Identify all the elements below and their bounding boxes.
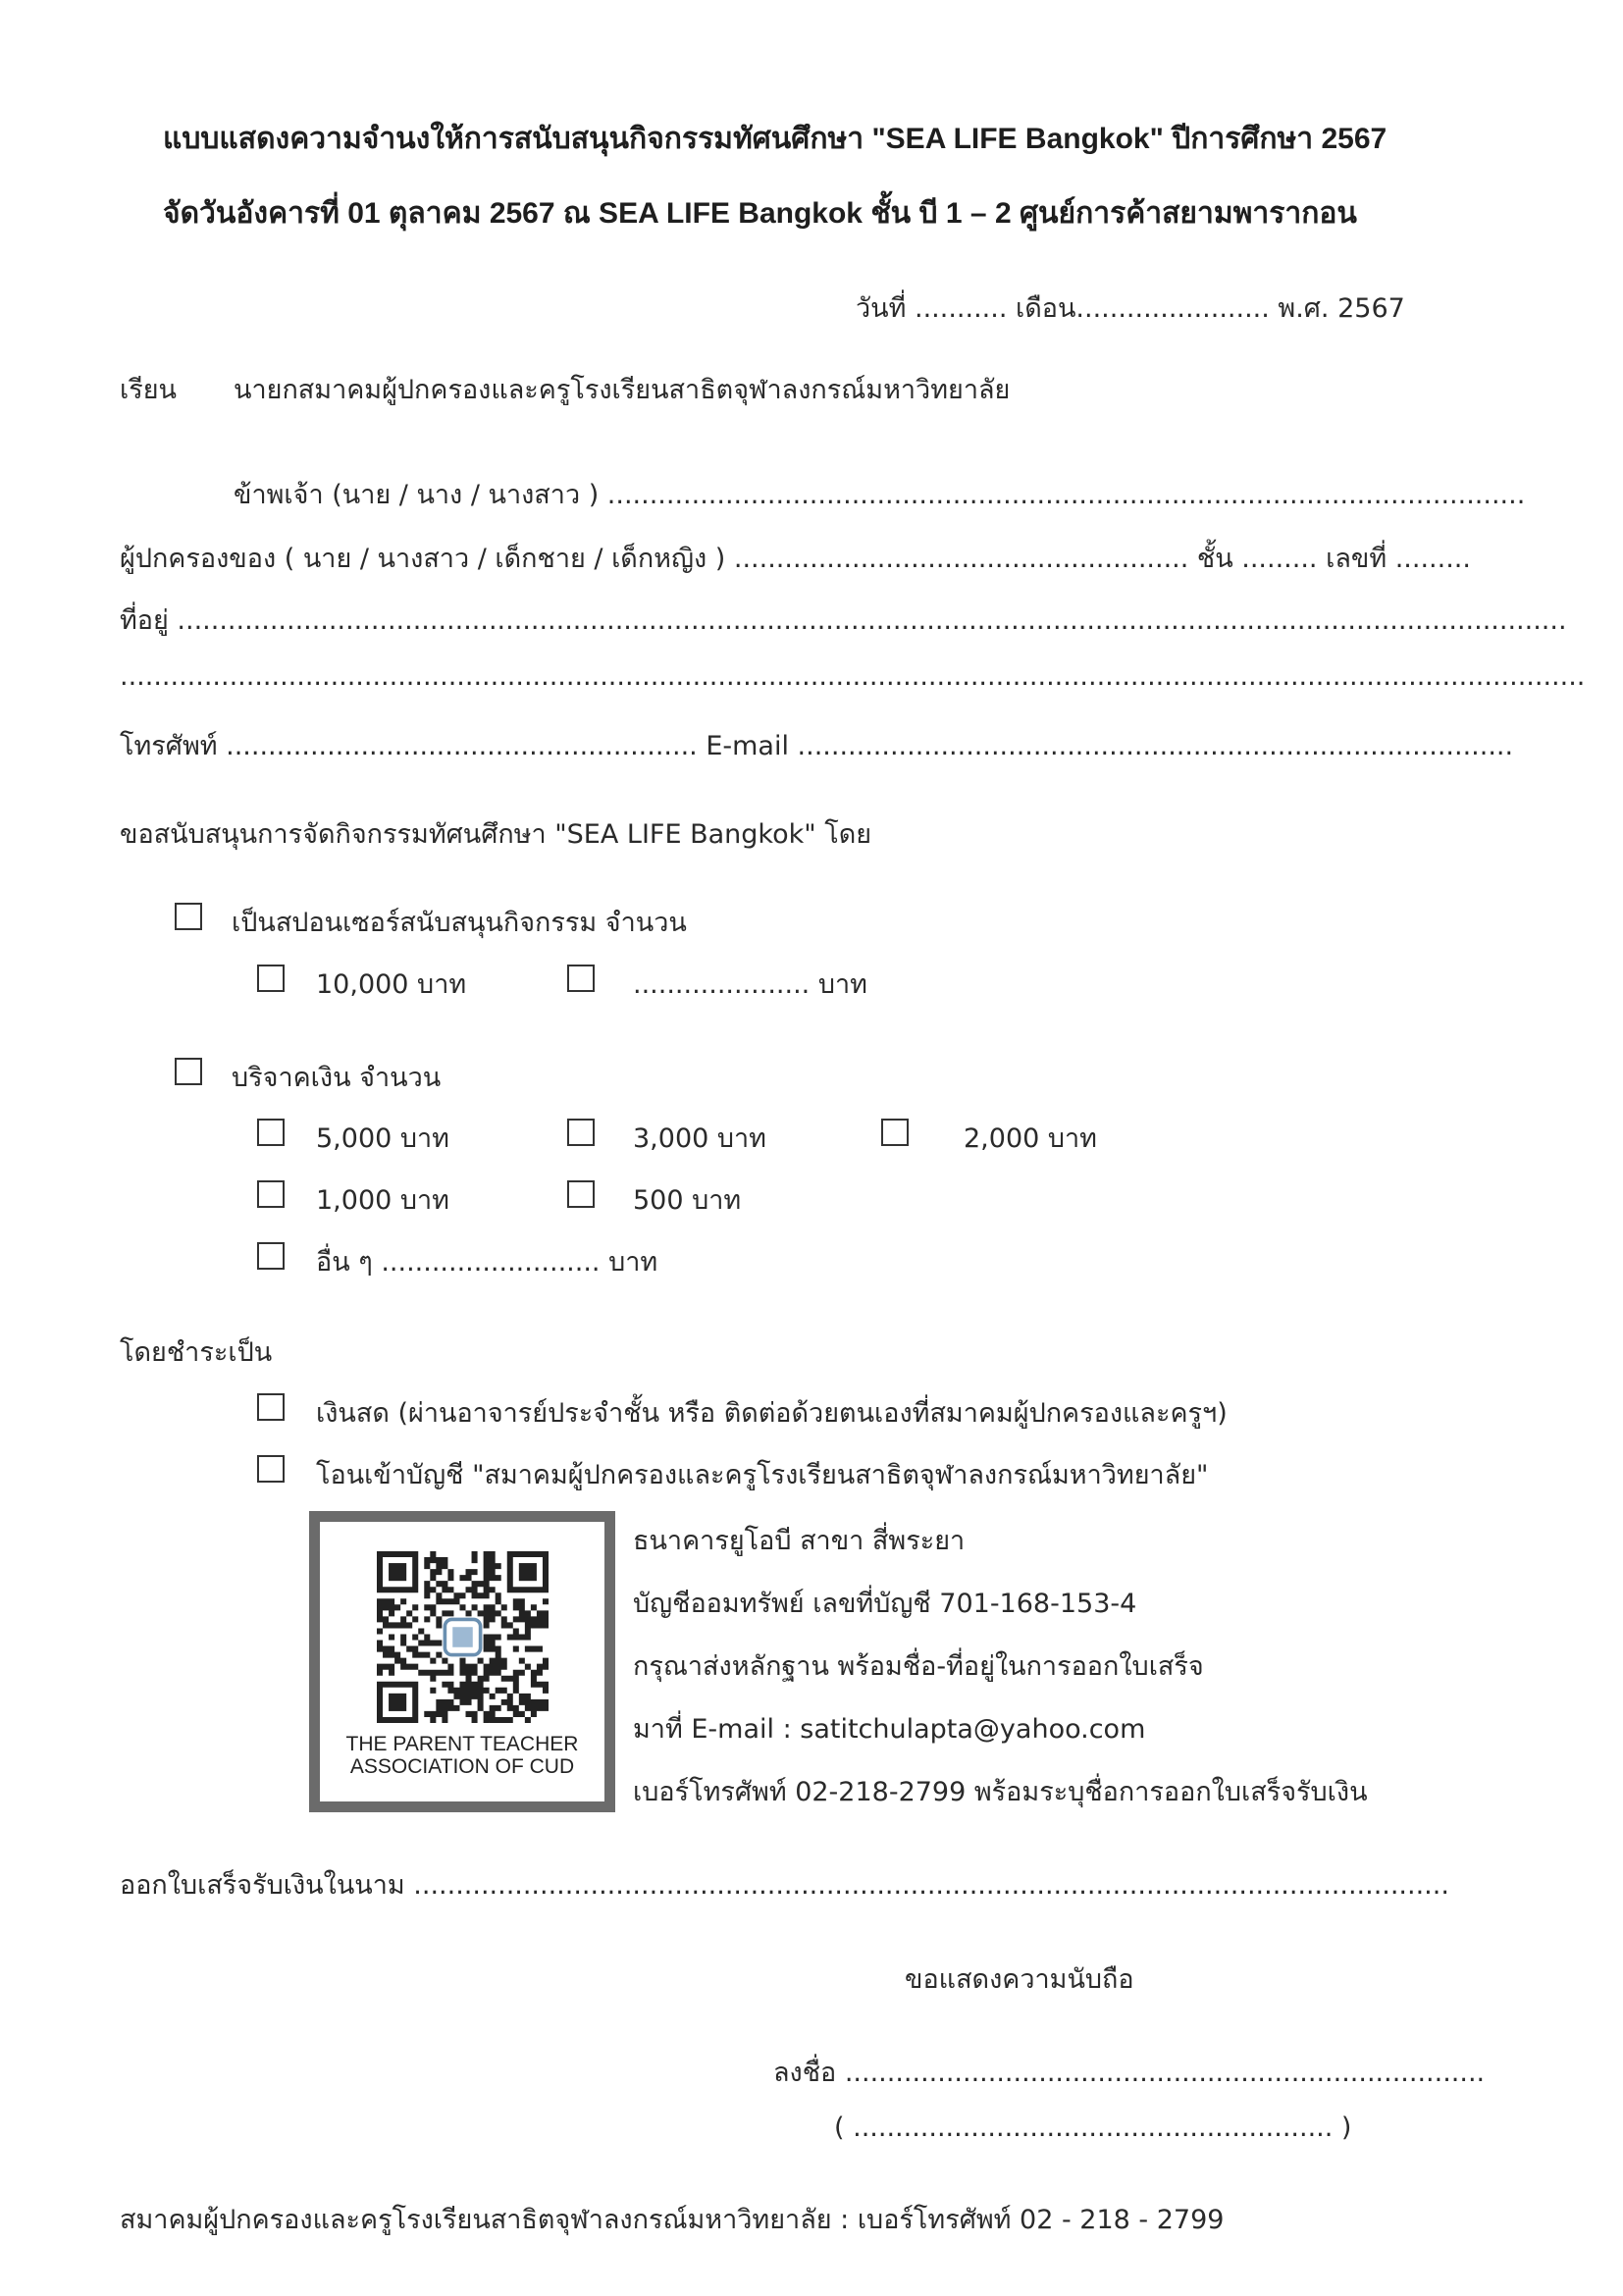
signature-field[interactable]: ลงชื่อ ............................................................................	[773, 2058, 1486, 2088]
form-subtitle: จัดวันอังคารที่ 01 ตุลาคม 2567 ณ SEA LIFE Bangkok ชั้น บี 1 – 2 ศูนย์การค้าสยามพารากอน	[163, 197, 1357, 230]
donate-other-checkbox[interactable]	[257, 1242, 285, 1270]
transfer-checkbox[interactable]	[257, 1455, 285, 1483]
evidence-instructions: กรุณาส่งหลักฐาน พร้อมชื่อ-ที่อยู่ในการออกใบเสร็จ	[633, 1651, 1204, 1682]
cash-label: เงินสด (ผ่านอาจารย์ประจำชั้น หรือ ติดต่อด้วยตนเองที่สมาคมผู้ปกครองและครูฯ)	[316, 1398, 1228, 1429]
sponsor-other-label[interactable]: ..................... บาท	[633, 969, 867, 1000]
sponsor-label: เป็นสปอนเซอร์สนับสนุนกิจกรรม จำนวน	[232, 908, 687, 938]
sponsor-other-checkbox[interactable]	[567, 965, 595, 992]
support-intro: ขอสนับสนุนการจัดกิจกรรมทัศนศึกษา "SEA LIFE Bangkok" โดย	[120, 819, 872, 850]
donate-3000-label: 3,000 บาท	[633, 1123, 766, 1154]
cash-checkbox[interactable]	[257, 1393, 285, 1421]
receipt-name-field[interactable]: ออกใบเสร็จรับเงินในนาม ...........................................................................................................................	[120, 1870, 1449, 1901]
address-field[interactable]: ที่อยู่ .....................................................................................................................................................................	[120, 605, 1567, 636]
donate-2000-checkbox[interactable]	[881, 1119, 909, 1146]
donate-5000-checkbox[interactable]	[257, 1119, 285, 1146]
donate-1000-label: 1,000 บาท	[316, 1185, 449, 1216]
donate-checkbox[interactable]	[175, 1058, 202, 1085]
applicant-name-field[interactable]: ข้าพเจ้า (นาย / นาง / นางสาว ) .............................................................................................................	[234, 480, 1526, 510]
donate-500-label: 500 บาท	[633, 1185, 742, 1216]
transfer-label: โอนเข้าบัญชี "สมาคมผู้ปกครองและครูโรงเรียนสาธิตจุฬาลงกรณ์มหาวิทยาลัย"	[316, 1460, 1209, 1490]
qr-caption-line2: ASSOCIATION OF CUD	[349, 1755, 575, 1778]
guardian-field[interactable]: ผู้ปกครองของ ( นาย / นางสาว / เด็กชาย / เด็กหญิง ) ...................................................... ชั้น ......... เลขที่ .........	[120, 544, 1471, 574]
qr-caption	[320, 1733, 604, 1778]
sponsor-10000-label: 10,000 บาท	[316, 969, 467, 1000]
account-number: บัญชีออมทรัพย์ เลขที่บัญชี 701-168-153-4	[633, 1589, 1137, 1619]
donate-2000-label: 2,000 บาท	[964, 1123, 1097, 1154]
donate-label: บริจาคเงิน จำนวน	[232, 1063, 442, 1093]
signature-name-field[interactable]: ( ......................................................... )	[834, 2113, 1352, 2143]
sponsor-10000-checkbox[interactable]	[257, 965, 285, 992]
qr-code-icon	[377, 1551, 549, 1723]
sponsor-checkbox[interactable]	[175, 903, 202, 930]
qr-caption-line1: THE PARENT TEACHER	[345, 1733, 579, 1755]
contact-phone: เบอร์โทรศัพท์ 02-218-2799 พร้อมระบุชื่อการออกใบเสร็จรับเงิน	[633, 1777, 1368, 1807]
donate-3000-checkbox[interactable]	[567, 1119, 595, 1146]
closing-text: ขอแสดงความนับถือ	[905, 1964, 1134, 1995]
qr-code-card	[309, 1511, 615, 1812]
phone-email-field[interactable]: โทรศัพท์ ........................................................ E-mail .....................................................................................	[120, 731, 1514, 761]
address-field-line2[interactable]: ..............................................................................................................................................................................	[120, 661, 1586, 692]
donate-500-checkbox[interactable]	[567, 1180, 595, 1208]
donate-other-label[interactable]: อื่น ๆ .......................... บาท	[316, 1247, 658, 1278]
salutation-label: เรียน	[120, 375, 178, 405]
donate-5000-label: 5,000 บาท	[316, 1123, 449, 1154]
form-title: แบบแสดงความจำนงให้การสนับสนุนกิจกรรมทัศนศึกษา "SEA LIFE Bangkok" ปีการศึกษา 2567	[163, 123, 1387, 155]
bank-name: ธนาคารยูโอบี สาขา สี่พระยา	[633, 1526, 966, 1556]
donate-1000-checkbox[interactable]	[257, 1180, 285, 1208]
payment-label: โดยชำระเป็น	[120, 1337, 273, 1368]
footer-contact: สมาคมผู้ปกครองและครูโรงเรียนสาธิตจุฬาลงกรณ์มหาวิทยาลัย : เบอร์โทรศัพท์ 02 - 218 - 2799	[120, 2205, 1225, 2235]
contact-email[interactable]: มาที่ E-mail : satitchulapta@yahoo.com	[633, 1714, 1146, 1745]
date-line[interactable]: วันที่ ........... เดือน....................... พ.ศ. 2567	[856, 293, 1405, 324]
salutation-recipient: นายกสมาคมผู้ปกครองและครูโรงเรียนสาธิตจุฬาลงกรณ์มหาวิทยาลัย	[234, 375, 1011, 405]
